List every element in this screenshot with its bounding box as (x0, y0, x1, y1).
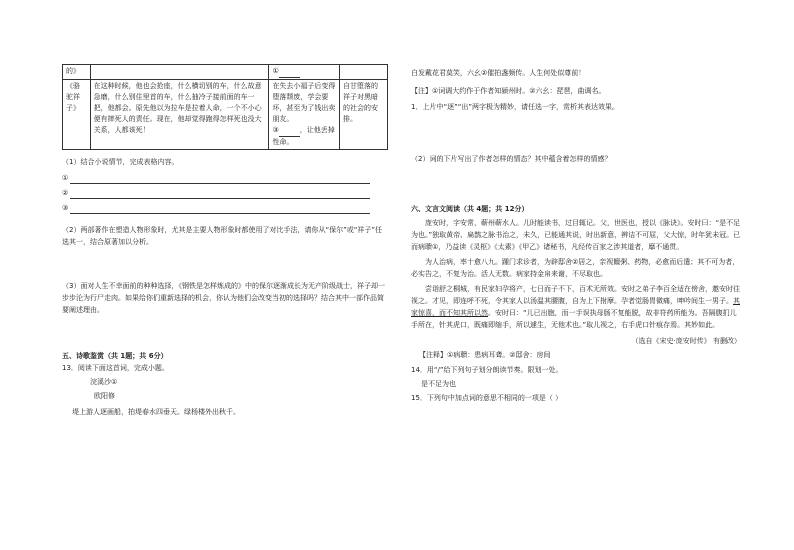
question-15: 15．下列句中加点词的意思不相同的一项是（ ） (411, 394, 563, 402)
table-cell (63, 65, 91, 80)
answer-line[interactable] (62, 202, 388, 214)
question-2: （2）两部著作在塑造人物形象时，尤其是主要人物形象时都使用了对比手法，请你从“保尔”或“祥子”任选其一，结合原著加以分析。 (62, 226, 382, 246)
reading-table (62, 64, 388, 150)
table-cell (339, 65, 387, 80)
poem-title: 浣溪沙① (90, 378, 118, 386)
section-5-heading: 五、诗歌鉴赏（共 1题；共 6分） (62, 352, 168, 360)
answer-line[interactable] (62, 187, 388, 199)
underlined-sentence: 其家惊喜，而不知其所以然 (411, 297, 740, 317)
table-cell (339, 80, 387, 150)
left-column (62, 64, 388, 418)
cell-text: 在失去小福子后变得堕落颓废，学会要坏，甚至为了钱出卖朋友。 (272, 82, 336, 123)
cell-text: ① (272, 67, 279, 75)
excerpt-text: 在这种时候，他也会抢座，什么横切别的车，什么故意急磨，什么别住里首的车，什么抽冷子接前面的车一把，他都会。原先他以为拉车是拉着人命，一个不小心便有摔死人的责任。现在，他却觉得跑得怎样死也没大关系，人都该死！ (93, 82, 262, 134)
passage-paragraph: 为人治病，率十愈八九。踵门求诊者，为辟邸舍②居之，亲视饘粥、药物，必愈而后遣；其不可为者，必实告之，不复为治。活人无数。病家持金帛来谢，不尽取也。 (411, 258, 740, 278)
poem-line: 堤上游人逐画船，拍堤春水四垂天。绿杨楼外出秋千。 (72, 408, 240, 416)
line-number: ③ (62, 204, 69, 212)
book-title: 《骆驼祥子》 (66, 82, 80, 112)
line-number: ② (62, 189, 69, 197)
cell-text: ③ (272, 126, 279, 134)
passage-text: 尝诣舒之桐城，有民家妇孕将产，七日而子不下，百术无所效。安时之弟子李百全适在傍舍，邀安时往视之。才见，即连呼不死，令其家人以汤温其腰腹，自为上下拊摩。孕者觉肠胃微痛，呻吟间生一男子。 (411, 285, 740, 305)
passage-source: （选自《宋史·庞安时传》 有删改） (631, 337, 741, 345)
answer-blank[interactable] (279, 125, 300, 137)
section-6-heading: 六、文言文阅读（共 4题；共 12分） (411, 205, 529, 213)
question-3: （3）面对人生不幸面前的种种选择，《钢铁是怎样炼成的》中的保尔逐渐成长为无产阶级战士，祥子却一步步沦为行尸走肉。如果给你们重新选择的机会，你认为他们会改变当初的选择吗？结合其中一部作品简要阐述理由。 (62, 282, 385, 314)
line-number: ① (62, 174, 69, 182)
table-cell (269, 65, 340, 80)
poem-question-2: （2）词的下片写出了作者怎样的情态？其中蕴含着怎样的情感？ (411, 155, 612, 163)
poem-question-1: 1．上片中“逐”“出”两字极为精妙，请任选一字，赏析其表达效果。 (411, 103, 619, 111)
answer-line[interactable] (62, 172, 388, 184)
passage-paragraph: 庞安时，字安常，蕲州蕲水人。儿时能读书，过目辄记。父，世医也，授以《脉诀》。安时曰：“是不足为也。”独取黄帝、扁鹊之脉书治之，未久，已能通其说，时出新意，辨诘不可屈，父大惊，时年犹未冠。已而病聩①，乃益读《灵枢》《太素》《甲乙》诸秘书，凡经传百家之涉其道者，靡不通贯。 (411, 219, 741, 251)
cell-text: 自甘堕落的祥子对黑暗的社会的安排。 (342, 82, 378, 123)
cell-text: 的》 (66, 67, 80, 75)
poem-line: 白发戴花君莫笑，六幺②催拍盏频传。人生何处似尊前！ (411, 69, 586, 77)
question-13: 13．阅读下面这首词，完成小题。 (62, 364, 169, 372)
poem-note: 【注】①词调大约作于作者知颍州时。②六幺：琵琶，曲调名。 (411, 87, 606, 95)
table-cell (90, 65, 269, 80)
answer-blank[interactable] (279, 66, 300, 78)
table-cell (90, 80, 269, 150)
table-row (63, 80, 388, 150)
poem-author: 欧阳修 (94, 392, 115, 400)
passage-paragraph (411, 283, 741, 331)
table-cell (269, 80, 340, 150)
right-column (411, 64, 741, 404)
passage-notes: 【注释】①病聩：患病耳聋。②邸舍：房间 (419, 351, 551, 359)
question-1: （1）结合小说情节，完成表格内容。 (62, 158, 179, 166)
question-14-sentence: 是不足为也 (421, 380, 456, 388)
answer-lines (62, 172, 388, 214)
table-row (63, 65, 388, 80)
table-cell (63, 80, 91, 150)
cell-text: ，让他丢掉性命。 (272, 126, 335, 146)
passage-text: 。安时曰：“儿已出胞，而一手误执母肠不复能脱，故非符药所能为。吾隔腹扪儿手所在，针其虎口，既痛即缩手，所以遽生，无他术也。”取儿视之，右手虎口针痕存焉。其妙如此。 (411, 309, 737, 329)
question-14: 14．用“/”给下列句子划分朗读节奏。限划一处。 (411, 366, 563, 374)
